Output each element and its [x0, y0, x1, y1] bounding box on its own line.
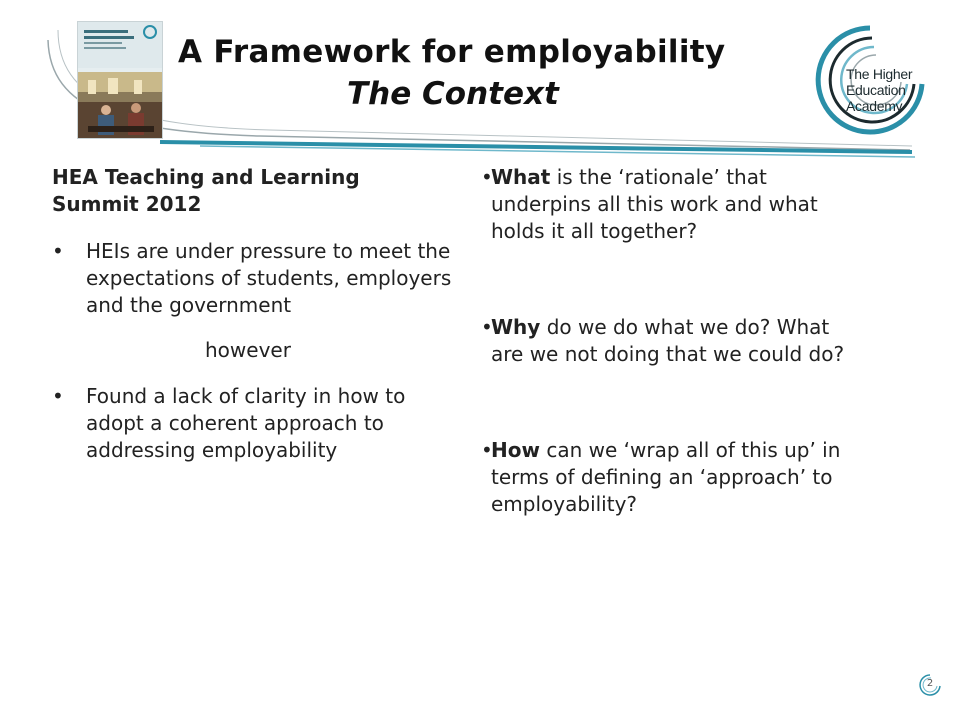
question-why-keyword: Why — [491, 315, 541, 339]
question-what — [481, 164, 861, 245]
report-cover-image — [78, 22, 162, 138]
left-bullet-2 — [52, 383, 452, 464]
connector-text: however — [205, 338, 291, 362]
left-subheading: HEA Teaching and Learning Summit 2012 — [52, 165, 360, 216]
left-column — [52, 164, 452, 464]
question-what-keyword: What — [491, 165, 551, 189]
bullet-marker: • — [52, 239, 64, 263]
bullet-marker: • — [481, 165, 493, 189]
right-column — [481, 164, 861, 518]
question-how-keyword: How — [491, 438, 540, 462]
question-how-text: can we ‘wrap all of this up’ in terms of defining an ‘approach’ to employability? — [491, 438, 841, 516]
left-bullet-2-text: Found a lack of clarity in how to adopt a coherent approach to addressing employability — [86, 384, 406, 462]
bullet-marker: • — [481, 315, 493, 339]
logo-text: The Higher Education Academy — [846, 66, 913, 114]
bullet-marker: • — [481, 438, 493, 462]
page-number: 2 — [926, 678, 934, 689]
question-what-text: is the ‘rationale’ that underpins all this work and what holds it all together? — [491, 165, 818, 243]
bullet-marker: • — [52, 384, 64, 408]
title-line-1: A Framework for employability — [178, 34, 726, 70]
question-how — [481, 437, 861, 518]
title-line-2: The Context — [347, 76, 559, 112]
page-number-badge — [918, 673, 942, 697]
left-bullet-1-text: HEIs are under pressure to meet the expectations of students, employers and the government — [86, 239, 452, 317]
left-bullet-1 — [52, 238, 452, 319]
question-why-text: do we do what we do? What are we not doing that we could do? — [491, 315, 845, 366]
slide-title — [170, 34, 730, 112]
question-why — [481, 314, 861, 368]
